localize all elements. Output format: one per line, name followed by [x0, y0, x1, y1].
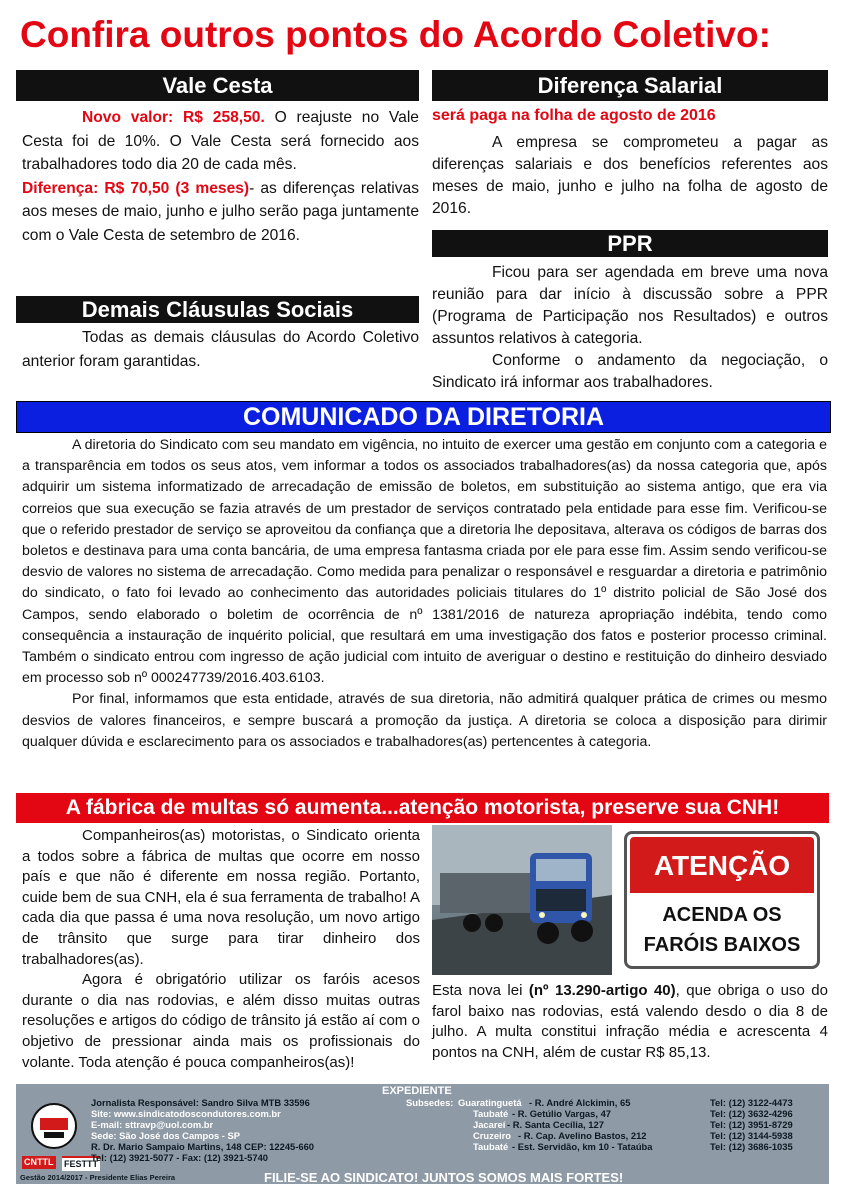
vale-cesta-diferenca-label: Diferença: R$ 70,50 (3 meses) — [22, 179, 250, 197]
vale-cesta-novo-text: O reajuste no Vale Cesta foi de 10%. O Vale Cesta será fornecido aos trabalhadores todo dia 20 de cada mês. — [22, 109, 419, 173]
ppr-paragraph-1: Ficou para ser agendada em breve uma nova reunião para dar início à discussão sobre a PPR (Programa de Participação nos Resultados) e outros assuntos relativos à categoria. — [432, 264, 828, 347]
vale-cesta-heading: Vale Cesta — [16, 70, 419, 101]
comunicado-paragraph-1: A diretoria do Sindicato com seu mandato em vigência, no intuito de exercer uma gestão em conjunto com a categoria e a transparência em todos os seus atos, vem informar a todos os associados trabalhadores(as) da nossa categoria que, após adquirir um sistema informatizado de arrecadação de emissão de boletos, em substituição ao sistema antigo, que era via correios que sua execução se fazia através de um prestador de serviços contratado pela entidade para esse fim. Verificou-se que o referido prestador de serviço se aproveitou da confiança que a diretoria lhe depositava, alterava os códigos de barras dos boletos e destinava para uma conta bancária, de uma empresa fantasma criada por ele para esse fim. Assim sendo verificou-se desvio de valores no sistema de arrecadação. Como medida para penalizar o responsável e resguardar a diretoria e patrimônio do sindicato, o fato foi levado ao conhecimento das autoridades policiais titulares do 1º distrito policial de São José dos Campos, sendo elaborado o boletim de ocorrência de nº 1381/2016 de natureza apropriação indébita, tendo como consequência a instauração de inquérito policial, que resultará em uma investigação dos fatos e posterior processo criminal. Também o sindicato entrou com ingresso de ação judicial com intuito de averiguar o destino e restituição do dinheiro desviado em processo sob nº 000247739/2016.403.6103. — [22, 437, 827, 687]
multas-text — [22, 826, 420, 1073]
ppr-text — [432, 262, 828, 394]
multas-heading: A fábrica de multas só aumenta...atenção motorista, preserve sua CNH! — [16, 793, 829, 823]
endereco: R. Dr. Mario Sampaio Martins, 148 CEP: 12245-660 — [91, 1141, 315, 1152]
footer-expediente — [16, 1084, 829, 1184]
subsede-address: - R. André Alckimin, 65 — [529, 1097, 631, 1108]
footer-slogan: FILIE-SE AO SINDICATO! JUNTOS SOMOS MAIS FORTES! — [264, 1170, 624, 1185]
subsede-address: - R. Cap. Avelino Bastos, 212 — [518, 1130, 647, 1141]
diferenca-salarial-text — [432, 132, 828, 220]
subsedes-label: Subsedes: — [406, 1097, 454, 1108]
subsede-address: - R. Santa Cecília, 127 — [507, 1119, 604, 1130]
multas-paragraph-1: Companheiros(as) motoristas, o Sindicato orienta a todos sobre a fábrica de multas que ocorre em nosso país e que não é diferente em nossa região. Portanto, cuide bem de sua CNH, ela é sua ferramenta de trabalho! A cada dia que passa é uma nova resolução, um novo artigo de trânsito que surge para tirar dinheiro dos trabalhadores(as). — [22, 827, 420, 968]
multas-lei-numero: (nº 13.290-artigo 40) — [528, 982, 676, 999]
multas-lei-text — [432, 981, 828, 1063]
diferenca-salarial-subtitle: será paga na folha de agosto de 2016 — [432, 107, 716, 124]
subsede-phone: Tel: (12) 3144-5938 — [710, 1130, 793, 1141]
subsede-city: Taubaté — [473, 1141, 509, 1152]
subsede-city: Guaratinguetá — [458, 1097, 522, 1108]
multas-lei-post: , que obriga o uso do farol baixo nas rodovias, está valendo desdo o dia 8 de julho. A multa constitui infração média e acrescenta 4 pontos na CNH, além de custar R$ 85,13. — [432, 982, 828, 1061]
subsede-phone: Tel: (12) 3632-4296 — [710, 1108, 793, 1119]
multas-paragraph-2: Agora é obrigatório utilizar os faróis acesos durante o dia nas rodovias, e além disso muitas outras resoluções e artigos do código de trânsito já estão aí com o objetivo de pressionar ainda mais os profissionais do volante. Toda atenção é pouca companheiros(as)! — [22, 971, 420, 1071]
diferenca-salarial-heading: Diferença Salarial — [432, 70, 828, 101]
vale-cesta-diferenca-text: - as diferenças relativas aos meses de maio, junho e julho serão paga juntamente com o Vale Cesta de setembro de 2016. — [22, 179, 419, 244]
atencao-sign — [616, 825, 828, 975]
cnttl-logo: CNTTL — [24, 1157, 54, 1167]
subsede-phone: Tel: (12) 3951-8729 — [710, 1119, 793, 1130]
atencao-sign-line-2: FARÓIS BAIXOS — [643, 934, 801, 956]
ppr-heading: PPR — [432, 230, 828, 257]
subsede-phone: Tel: (12) 3122-4473 — [710, 1097, 793, 1108]
ppr-paragraph-2: Conforme o andamento da negociação, o Sindicato irá informar aos trabalhadores. — [432, 352, 828, 391]
subsede-city: Cruzeiro — [473, 1130, 512, 1141]
truck-image — [432, 825, 612, 975]
demais-clausulas-heading: Demais Cláusulas Sociais — [16, 296, 419, 323]
subsede-phone: Tel: (12) 3686-1035 — [710, 1141, 793, 1152]
subsede-city: Taubaté — [473, 1108, 509, 1119]
subsede-address: - Est. Servidão, km 10 - Tataúba — [512, 1141, 653, 1152]
union-logo — [24, 1100, 84, 1160]
expediente-title: EXPEDIENTE — [382, 1085, 452, 1097]
email: E-mail: sttravp@uol.com.br — [91, 1119, 214, 1130]
multas-lei-pre: Esta nova lei — [432, 982, 529, 999]
demais-clausulas-body: Todas as demais cláusulas do Acordo Coletivo anterior foram garantidas. — [22, 329, 419, 370]
sede: Sede: São José dos Campos - SP — [91, 1130, 241, 1141]
comunicado-heading: COMUNICADO DA DIRETORIA — [16, 401, 831, 433]
vale-cesta-novo-label: Novo valor: R$ 258,50. — [82, 109, 265, 126]
vale-cesta-text — [22, 106, 419, 247]
jornalista-responsavel: Jornalista Responsável: Sandro Silva MTB 33596 — [91, 1097, 310, 1108]
comunicado-paragraph-2: Por final, informamos que esta entidade, através de sua diretoria, não admitirá qualquer prática de crimes ou mesmo desvios de valores financeiros, e sempre buscará a promoção da justiça. A diretoria se coloca a disposição para dirimir qualquer dúvida e esclarecimento para os associados e trabalhadores(as) pertencentes à categoria. — [22, 691, 827, 750]
comunicado-text — [22, 435, 827, 753]
telefone: Tel: (12) 3921-5077 - Fax: (12) 3921-5740 — [91, 1152, 269, 1163]
subsede-city: Jacareí — [473, 1119, 506, 1130]
atencao-sign-title: ATENÇÃO — [630, 837, 814, 893]
diferenca-salarial-body: A empresa se comprometeu a pagar as diferenças salariais e dos benefícios referentes aos meses de maio, junho e julho na folha de agosto de 2016. — [432, 134, 828, 217]
page-title: Confira outros pontos do Acordo Coletivo: — [20, 14, 771, 55]
atencao-sign-line-1: ACENDA OS — [662, 904, 782, 926]
demais-clausulas-text — [22, 326, 419, 374]
site-url: Site: www.sindicatodoscondutores.com.br — [91, 1108, 281, 1119]
gestao: Gestão 2014/2017 - Presidente Elias Pereira — [20, 1173, 176, 1182]
atencao-sign-message — [630, 900, 814, 960]
subsede-address: - R. Getúlio Vargas, 47 — [512, 1108, 611, 1119]
festtt-logo: FESTTT — [62, 1156, 100, 1171]
